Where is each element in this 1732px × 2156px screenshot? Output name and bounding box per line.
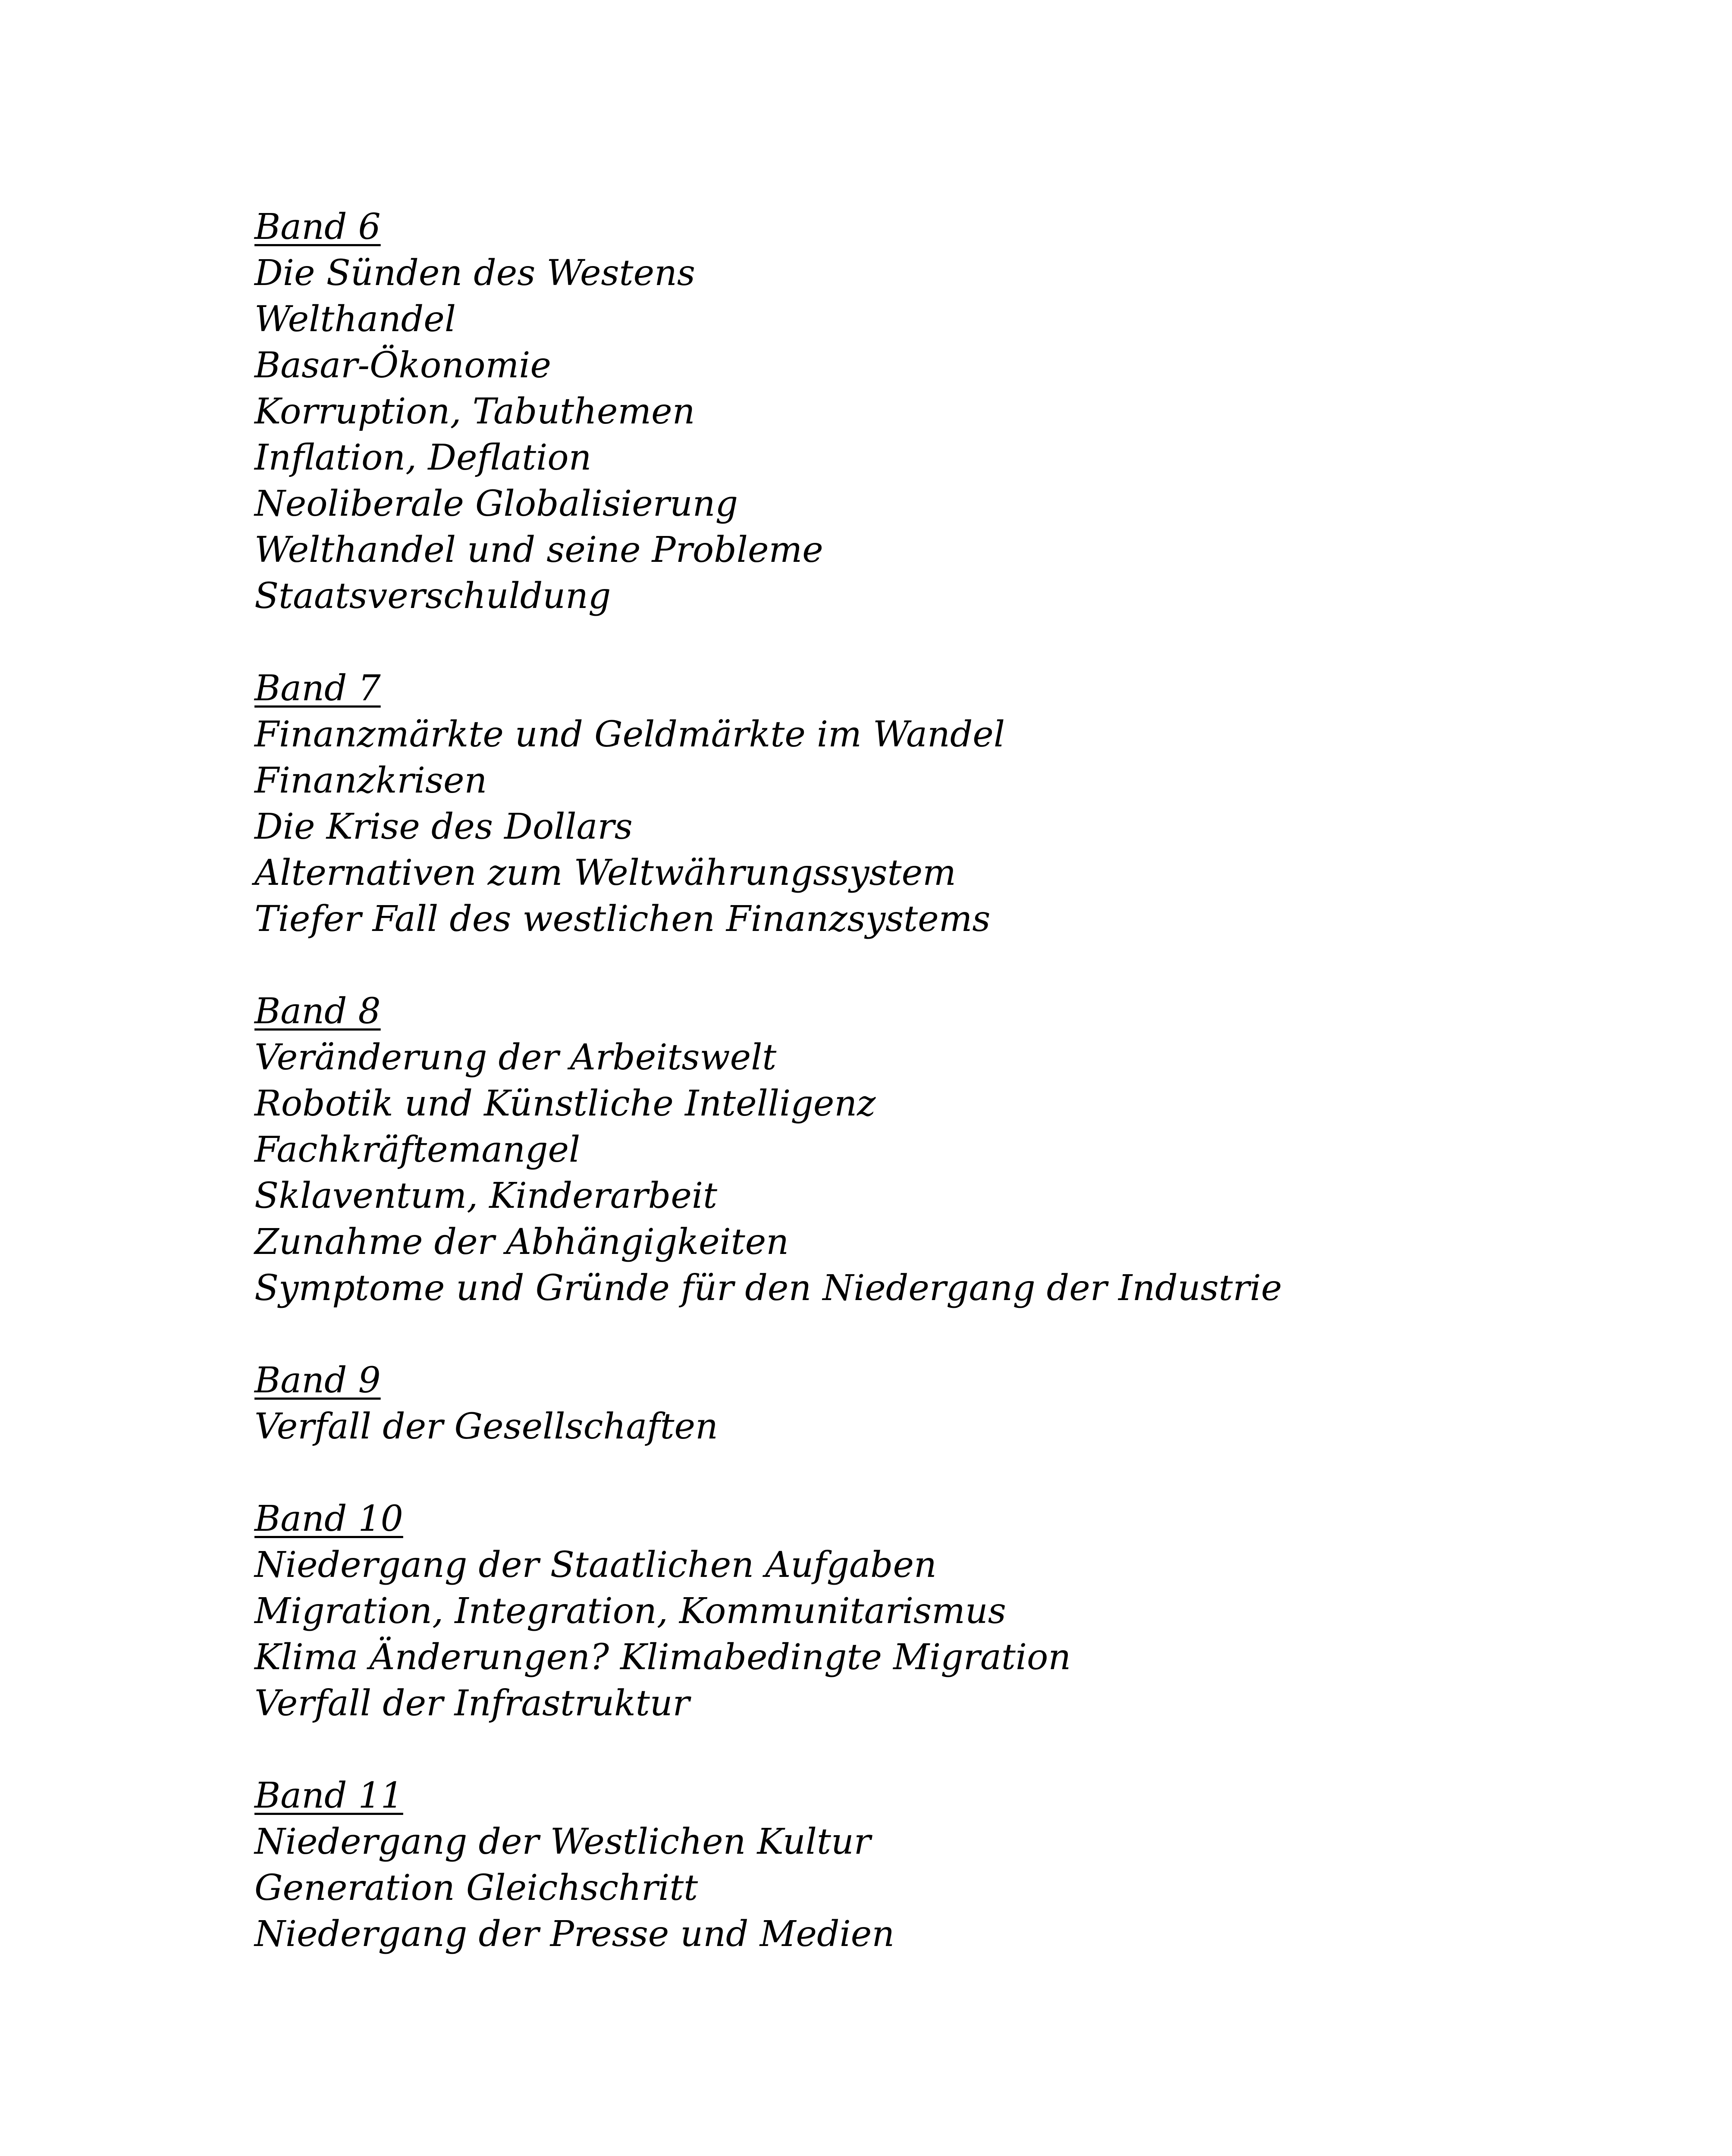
topic-line: Tiefer Fall des westlichen Finanzsystems — [254, 899, 991, 940]
topic-line: Welthandel — [254, 299, 456, 340]
topic-line: Fachkräftemangel — [254, 1129, 580, 1170]
band-section-9 — [254, 1357, 1635, 1450]
topic-line: Robotik und Künstliche Intelligenz — [254, 1083, 876, 1124]
topic-line: Niedergang der Staatlichen Aufgaben — [254, 1545, 937, 1586]
topic-line: Migration, Integration, Kommunitarismus — [254, 1591, 1006, 1632]
topic-line: Die Krise des Dollars — [254, 806, 633, 847]
topic-line: Welthandel und seine Probleme — [254, 530, 823, 570]
topic-line: Niedergang der Westlichen Kultur — [254, 1821, 871, 1862]
topic-line: Niedergang der Presse und Medien — [254, 1914, 895, 1955]
band-heading: Band 9 — [254, 1360, 381, 1401]
band-list — [254, 204, 1635, 2003]
band-section-6 — [254, 204, 1635, 619]
band-section-7 — [254, 665, 1635, 942]
topic-line: Verfall der Infrastruktur — [254, 1683, 690, 1724]
topic-line: Basar-Ökonomie — [254, 345, 551, 386]
topic-line: Verfall der Gesellschaften — [254, 1406, 718, 1447]
topic-line: Staatsverschuldung — [254, 576, 611, 617]
topic-line: Alternativen zum Weltwährungssystem — [254, 852, 956, 893]
topic-line: Zunahme der Abhängigkeiten — [254, 1222, 789, 1263]
topic-line: Klima Änderungen? Klimabedingte Migration — [254, 1637, 1071, 1678]
topic-line: Symptome und Gründe für den Niedergang der Industrie — [254, 1268, 1282, 1309]
band-heading: Band 11 — [254, 1775, 403, 1816]
topic-line: Finanzkrisen — [254, 760, 487, 801]
topic-line: Neoliberale Globalisierung — [254, 483, 738, 524]
band-heading: Band 6 — [254, 207, 381, 248]
band-section-10 — [254, 1496, 1635, 1727]
topic-line: Korruption, Tabuthemen — [254, 391, 695, 432]
topic-line: Inflation, Deflation — [254, 437, 592, 478]
band-heading: Band 10 — [254, 1498, 403, 1539]
topic-line: Die Sünden des Westens — [254, 253, 695, 294]
band-heading: Band 7 — [254, 668, 381, 709]
topic-line: Finanzmärkte und Geldmärkte im Wandel — [254, 714, 1005, 755]
band-section-8 — [254, 988, 1635, 1311]
band-heading: Band 8 — [254, 991, 381, 1032]
topic-line: Veränderung der Arbeitswelt — [254, 1037, 777, 1078]
band-section-11 — [254, 1773, 1635, 1957]
topic-line: Generation Gleichschritt — [254, 1868, 698, 1908]
topic-line: Sklaventum, Kinderarbeit — [254, 1175, 718, 1216]
